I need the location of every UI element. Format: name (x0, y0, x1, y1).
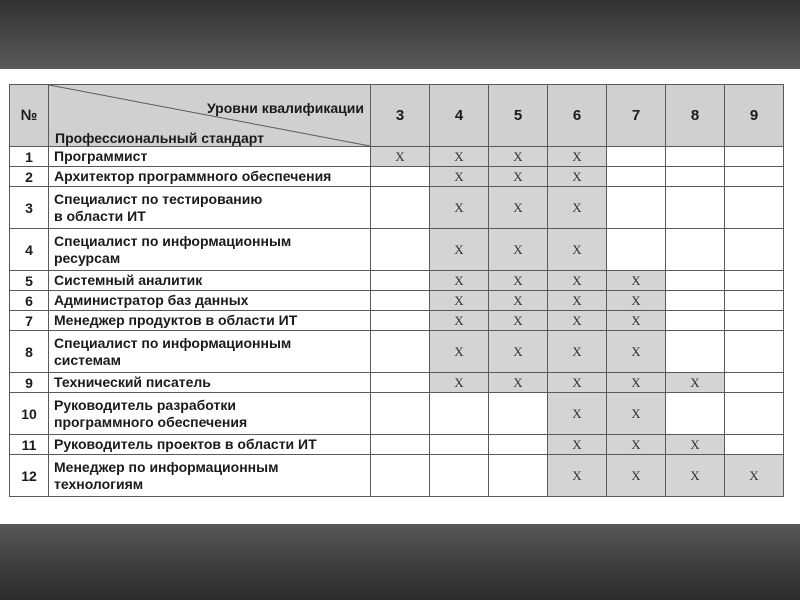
standard-name: Системный аналитик (49, 271, 371, 291)
level-cell-6: X (548, 455, 607, 497)
level-cell-8: X (666, 435, 725, 455)
row-number: 8 (10, 331, 49, 373)
level-header-3: 3 (371, 85, 430, 147)
level-cell-4: X (430, 373, 489, 393)
standard-name: Руководитель проектов в области ИТ (49, 435, 371, 455)
level-cell-5: X (489, 187, 548, 229)
level-cell-9 (725, 229, 784, 271)
level-cell-3 (371, 455, 430, 497)
standard-name: Специалист по информационным системам (49, 331, 371, 373)
level-cell-5 (489, 435, 548, 455)
row-number: 6 (10, 291, 49, 311)
table-row (10, 373, 784, 393)
row-number: 12 (10, 455, 49, 497)
level-cell-6: X (548, 167, 607, 187)
professional-standard-label: Профессиональный стандарт (55, 130, 264, 146)
level-cell-8 (666, 331, 725, 373)
level-cell-8 (666, 147, 725, 167)
table-row (10, 271, 784, 291)
table-row (10, 167, 784, 187)
level-cell-6: X (548, 147, 607, 167)
standard-name: Менеджер по информационным технологиям (49, 455, 371, 497)
level-cell-5 (489, 455, 548, 497)
level-cell-8 (666, 311, 725, 331)
level-cell-3 (371, 229, 430, 271)
qualification-levels-label: Уровни квалификации (206, 100, 364, 116)
level-cell-5: X (489, 147, 548, 167)
level-cell-9 (725, 311, 784, 331)
level-cell-3 (371, 311, 430, 331)
level-cell-8: X (666, 455, 725, 497)
slide-content-panel (0, 69, 800, 524)
level-cell-6: X (548, 393, 607, 435)
level-cell-8 (666, 393, 725, 435)
level-cell-3 (371, 393, 430, 435)
level-cell-6: X (548, 187, 607, 229)
level-cell-5: X (489, 271, 548, 291)
level-cell-8 (666, 271, 725, 291)
level-cell-5: X (489, 331, 548, 373)
standard-name: Архитектор программного обеспечения (49, 167, 371, 187)
level-cell-7: X (607, 393, 666, 435)
table-row (10, 147, 784, 167)
level-cell-7 (607, 229, 666, 271)
qualification-table (9, 84, 784, 497)
level-cell-4 (430, 435, 489, 455)
standard-name: Технический писатель (49, 373, 371, 393)
standard-name: Руководитель разработки программного обеспечения (49, 393, 371, 435)
level-cell-9 (725, 271, 784, 291)
table-row (10, 393, 784, 435)
level-cell-3 (371, 291, 430, 311)
row-number: 1 (10, 147, 49, 167)
row-number: 11 (10, 435, 49, 455)
table-row (10, 187, 784, 229)
slide-background-top (0, 0, 800, 69)
diagonal-header-cell (49, 85, 371, 147)
level-cell-9 (725, 373, 784, 393)
level-cell-3: X (371, 147, 430, 167)
table-row (10, 435, 784, 455)
level-cell-3 (371, 331, 430, 373)
level-cell-4: X (430, 229, 489, 271)
level-cell-7: X (607, 373, 666, 393)
level-cell-5: X (489, 373, 548, 393)
level-cell-4: X (430, 291, 489, 311)
level-cell-3 (371, 187, 430, 229)
table-row (10, 455, 784, 497)
level-cell-5: X (489, 167, 548, 187)
level-cell-5: X (489, 311, 548, 331)
level-header-5: 5 (489, 85, 548, 147)
row-number: 2 (10, 167, 49, 187)
level-cell-5 (489, 393, 548, 435)
table-row (10, 331, 784, 373)
table-row (10, 229, 784, 271)
level-cell-4: X (430, 147, 489, 167)
level-cell-7: X (607, 435, 666, 455)
row-number: 3 (10, 187, 49, 229)
level-cell-4: X (430, 271, 489, 291)
standard-name: Специалист по информационным ресурсам (49, 229, 371, 271)
table-row (10, 291, 784, 311)
row-number: 9 (10, 373, 49, 393)
level-cell-3 (371, 271, 430, 291)
row-number: 4 (10, 229, 49, 271)
level-cell-6: X (548, 331, 607, 373)
level-cell-7: X (607, 291, 666, 311)
row-number: 5 (10, 271, 49, 291)
table-header-row (10, 85, 784, 147)
level-cell-7: X (607, 271, 666, 291)
table-row (10, 311, 784, 331)
level-header-8: 8 (666, 85, 725, 147)
level-cell-9 (725, 187, 784, 229)
standard-name: Менеджер продуктов в области ИТ (49, 311, 371, 331)
level-cell-9: X (725, 455, 784, 497)
level-cell-6: X (548, 435, 607, 455)
row-number: 10 (10, 393, 49, 435)
level-cell-4: X (430, 167, 489, 187)
level-cell-3 (371, 435, 430, 455)
level-cell-4: X (430, 331, 489, 373)
level-header-7: 7 (607, 85, 666, 147)
level-cell-9 (725, 291, 784, 311)
level-cell-7 (607, 187, 666, 229)
level-header-6: 6 (548, 85, 607, 147)
level-cell-6: X (548, 271, 607, 291)
level-cell-7 (607, 167, 666, 187)
level-cell-9 (725, 147, 784, 167)
level-cell-9 (725, 435, 784, 455)
level-cell-7: X (607, 331, 666, 373)
slide-background-bottom (0, 524, 800, 600)
row-number: 7 (10, 311, 49, 331)
level-cell-8 (666, 291, 725, 311)
level-header-4: 4 (430, 85, 489, 147)
level-cell-6: X (548, 291, 607, 311)
level-cell-9 (725, 331, 784, 373)
level-cell-8: X (666, 373, 725, 393)
level-cell-3 (371, 373, 430, 393)
level-cell-9 (725, 393, 784, 435)
number-column-header: № (10, 85, 49, 147)
level-cell-7: X (607, 311, 666, 331)
level-header-9: 9 (725, 85, 784, 147)
level-cell-7 (607, 147, 666, 167)
level-cell-4 (430, 393, 489, 435)
level-cell-8 (666, 187, 725, 229)
level-cell-3 (371, 167, 430, 187)
standard-name: Программист (49, 147, 371, 167)
level-cell-8 (666, 167, 725, 187)
level-cell-4: X (430, 311, 489, 331)
level-cell-6: X (548, 373, 607, 393)
level-cell-9 (725, 167, 784, 187)
level-cell-6: X (548, 229, 607, 271)
level-cell-5: X (489, 291, 548, 311)
level-cell-4 (430, 455, 489, 497)
level-cell-7: X (607, 455, 666, 497)
level-cell-4: X (430, 187, 489, 229)
standard-name: Специалист по тестированию в области ИТ (49, 187, 371, 229)
level-cell-5: X (489, 229, 548, 271)
standard-name: Администратор баз данных (49, 291, 371, 311)
level-cell-8 (666, 229, 725, 271)
level-cell-6: X (548, 311, 607, 331)
